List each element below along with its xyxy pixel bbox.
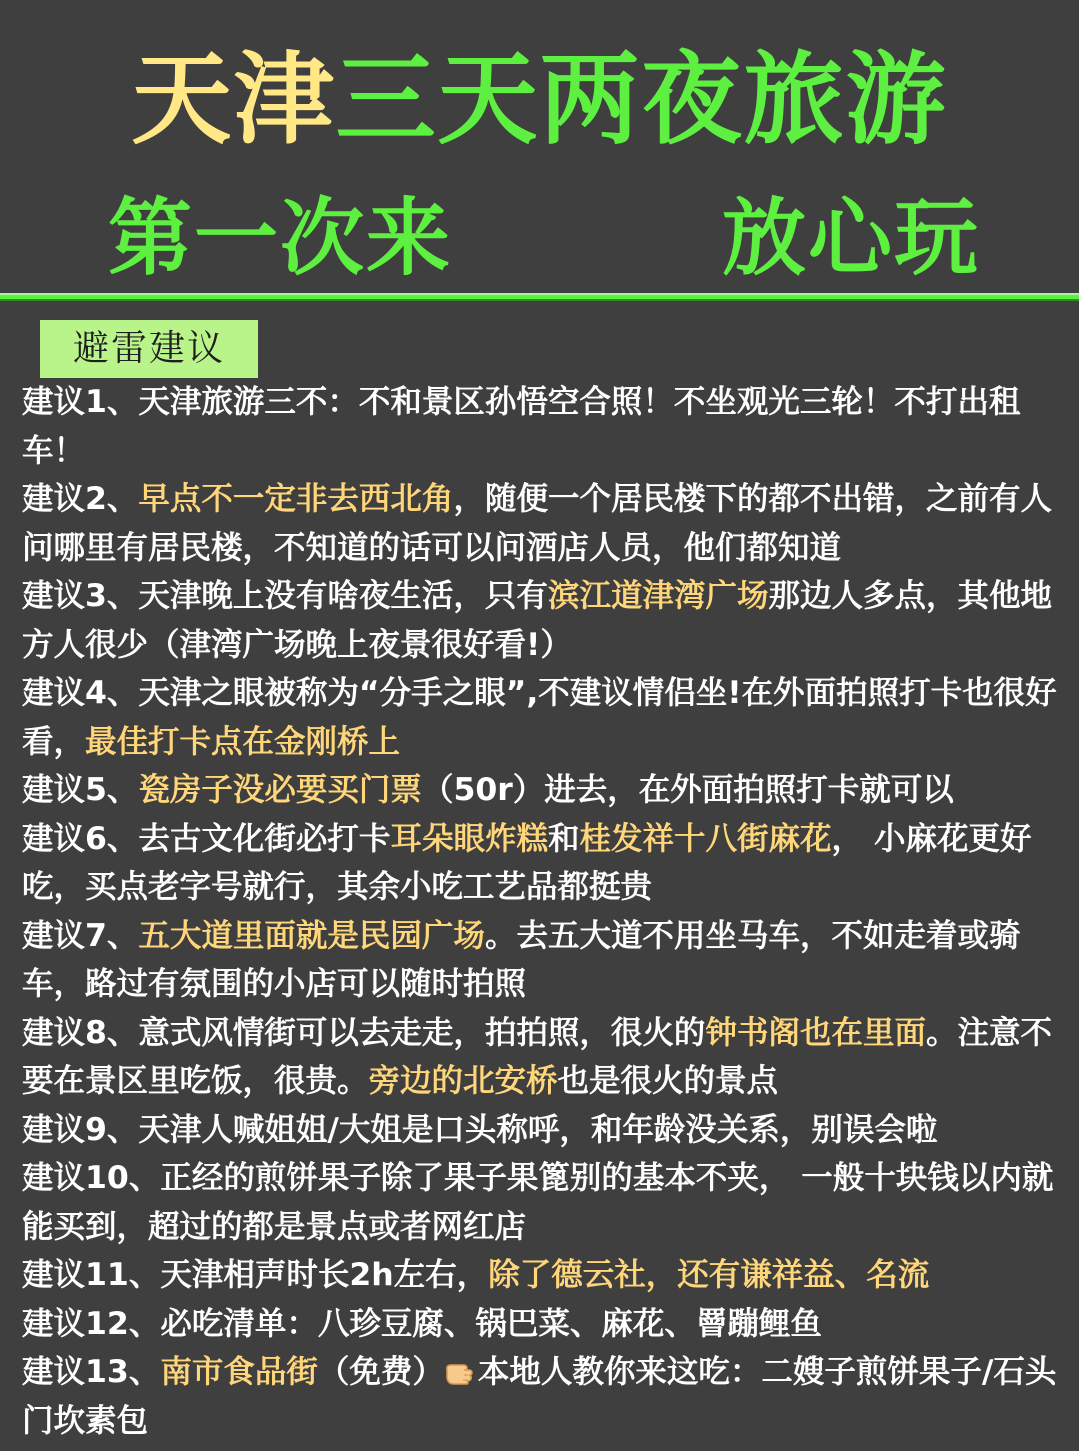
tip-text: （免费） — [317, 1354, 444, 1390]
tip-text: 天津相声时长2h左右， — [160, 1257, 489, 1293]
title-city: 天津 — [131, 41, 336, 158]
tip-item — [22, 1348, 1062, 1445]
tip-text: 正经的煎饼果子除了果子果篦别的基本不夹， 一般十块钱以内就能买到，超过的都是景点或者网红店 — [22, 1160, 1054, 1245]
tip-item — [22, 475, 1062, 572]
tip-item — [22, 1251, 1062, 1300]
tip-item — [22, 766, 1062, 815]
tip-item — [22, 378, 1062, 475]
tip-item — [22, 912, 1062, 1009]
tip-text: 必吃清单：八珍豆腐、锅巴菜、麻花、罾蹦鲤鱼 — [160, 1305, 822, 1342]
tip-text: 天津旅游三不：不和景区孙悟空合照！不坐观光三轮！不打出租车！ — [22, 384, 1021, 469]
tip-highlight: 滨江道津湾广场 — [547, 578, 769, 614]
tip-text: 去古文化街必打卡 — [138, 820, 391, 857]
tip-text: 。注意不要在景区里吃饭，很贵。 — [22, 1014, 1052, 1099]
tip-text: ，随便一个居民楼下的都不出错，之前有人问哪里有居民楼，不知道的话可以问酒店人员，他们都知道 — [22, 481, 1052, 566]
tip-highlight: 钟书阁也在里面 — [705, 1014, 926, 1051]
tip-number: 建议3、 — [22, 578, 139, 614]
tip-number: 建议9、 — [22, 1111, 139, 1148]
tip-text: 天津人喊姐姐/大姐是口头称呼，和年龄没关系，别误会啦 — [138, 1111, 938, 1148]
tip-highlight: 耳朵眼炸糕 — [390, 820, 548, 857]
subtitle-right: 放心玩 — [722, 189, 981, 287]
page-title — [0, 42, 1079, 157]
tip-highlight: 瓷房子没必要买门票 — [138, 772, 422, 808]
tips-list — [22, 378, 1062, 1445]
tip-number: 建议7、 — [22, 917, 139, 954]
tip-number: 建议5、 — [22, 772, 139, 808]
tip-highlight: 旁边的北安桥 — [368, 1063, 558, 1099]
pointing-hand-icon — [444, 1352, 478, 1382]
tip-highlight: 桂发祥十八街麻花 — [579, 820, 832, 857]
tip-highlight: 五大道里面就是民园广场 — [138, 917, 485, 954]
tip-highlight: 南市食品街 — [160, 1354, 318, 1390]
tip-number: 建议4、 — [22, 675, 139, 711]
tip-number: 建议11、 — [22, 1257, 161, 1293]
tip-number: 建议10、 — [22, 1160, 161, 1196]
tip-item — [22, 669, 1062, 766]
tip-text: 也是很火的景点 — [557, 1063, 779, 1099]
tip-item — [22, 1300, 1062, 1349]
tip-item — [22, 1009, 1062, 1106]
header-divider — [0, 293, 1079, 301]
title-trip: 三天两夜旅游 — [335, 41, 948, 158]
subtitle-left: 第一次来 — [108, 189, 453, 287]
tip-item — [22, 815, 1062, 912]
tip-number: 建议13、 — [22, 1354, 161, 1390]
tip-text: （50r）进去，在外面拍照打卡就可以 — [421, 772, 954, 808]
section-badge: 避雷建议 — [40, 320, 258, 378]
tip-highlight: 早点不一定非去西北角 — [138, 481, 454, 517]
tip-text: 天津晚上没有啥夜生活，只有 — [138, 578, 548, 614]
tip-text: 那边人多点，其他地方人很少（津湾广场晚上夜景很好看!） — [22, 578, 1052, 663]
tip-text: 和 — [547, 820, 580, 857]
tip-item — [22, 1154, 1062, 1251]
tip-number: 建议2、 — [22, 481, 139, 517]
tip-item — [22, 572, 1062, 669]
tip-text: 。去五大道不用坐马车，不如走着或骑车，路过有氛围的小店可以随时拍照 — [22, 917, 1021, 1002]
tip-text: ， 小麻花更好吃，买点老字号就行，其余小吃工艺品都挺贵 — [22, 820, 1032, 905]
tip-highlight: 除了德云社，还有谦祥益、名流 — [488, 1257, 930, 1293]
tip-text: 意式风情街可以去走走，拍拍照，很火的 — [138, 1014, 706, 1051]
tip-text: 天津之眼被称为“分手之眼”,不建议情侣坐!在外面拍照打卡也很好看， — [22, 675, 1057, 760]
tip-text: 本地人教你来这吃：二嫂子煎饼果子/石头门坎素包 — [22, 1354, 1057, 1439]
tip-item — [22, 1106, 1062, 1155]
tip-number: 建议1、 — [22, 384, 139, 420]
tip-number: 建议8、 — [22, 1014, 139, 1051]
tip-number: 建议6、 — [22, 820, 139, 857]
header — [0, 0, 1079, 300]
tip-number: 建议12、 — [22, 1305, 161, 1342]
tip-highlight: 最佳打卡点在金刚桥上 — [85, 723, 401, 760]
